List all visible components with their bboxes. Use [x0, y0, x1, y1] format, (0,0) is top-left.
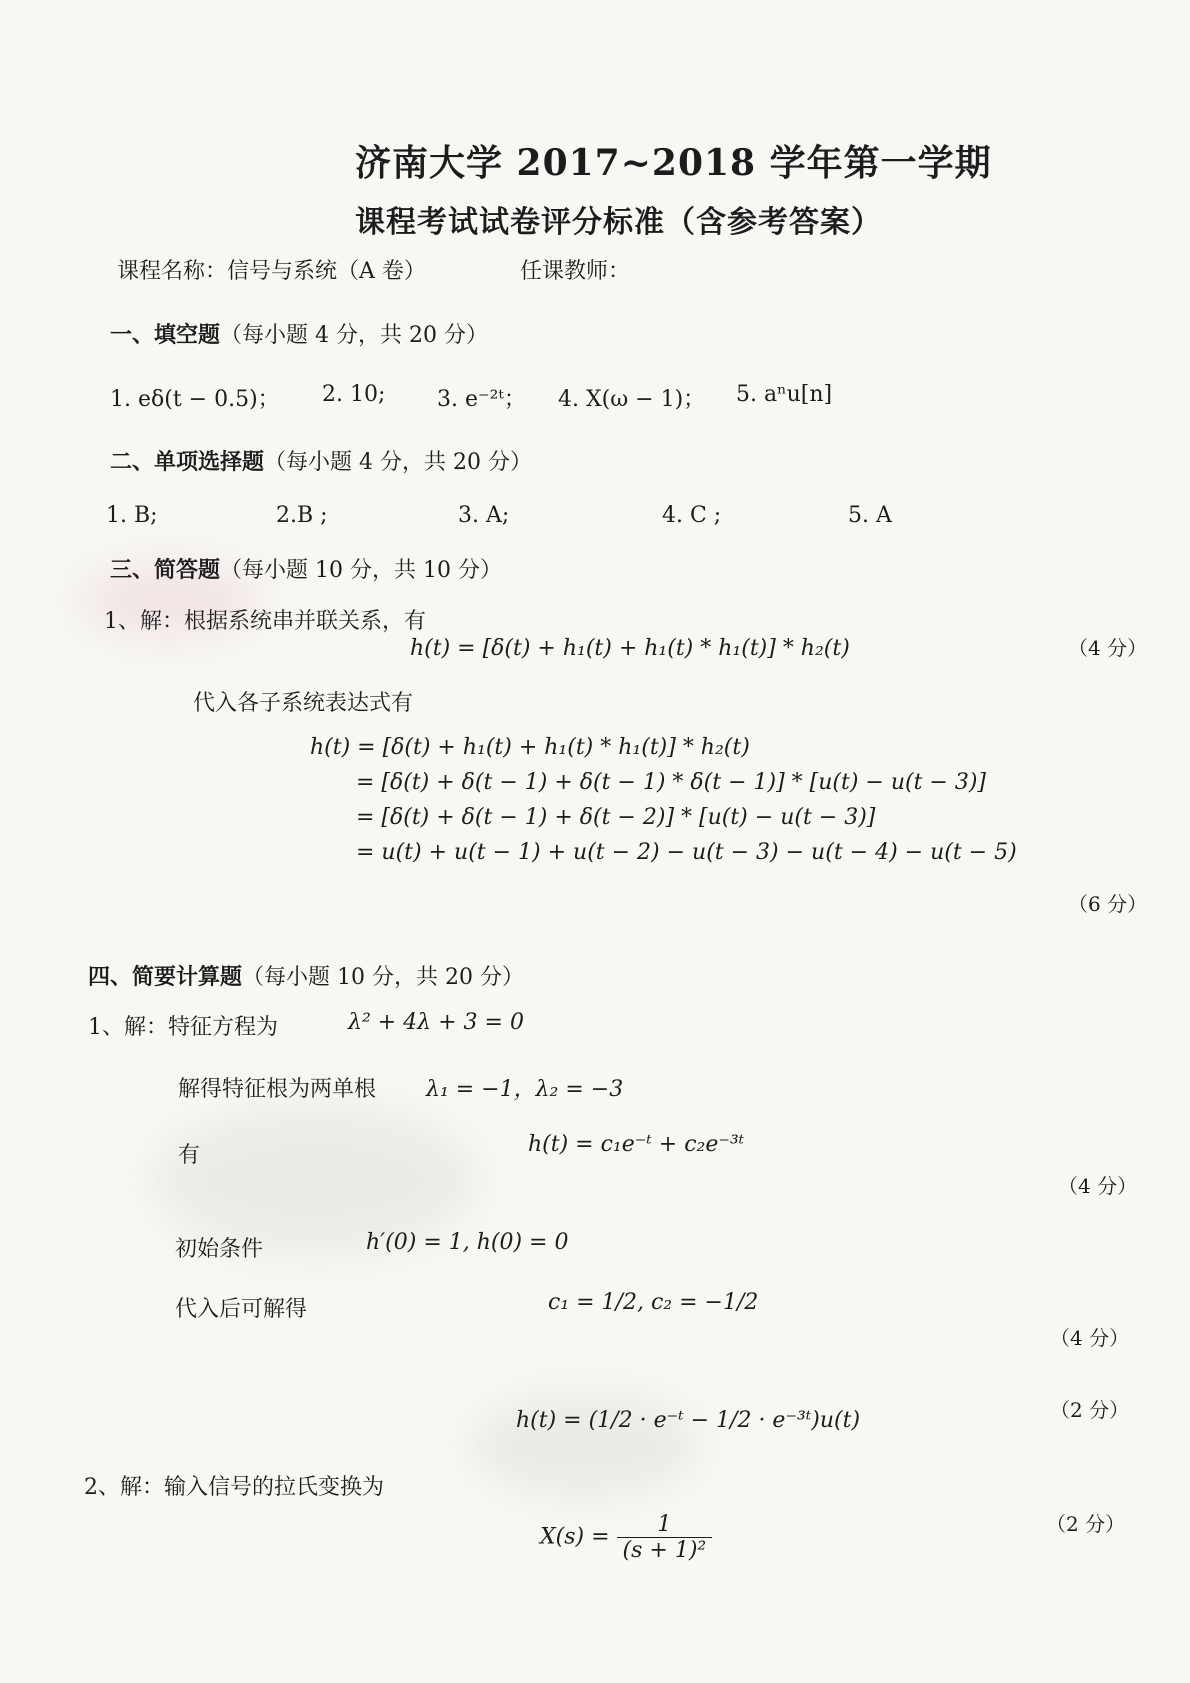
- s3-points-2: （6 分）: [1068, 892, 1148, 916]
- s4-points-a: （4 分）: [1058, 1174, 1138, 1198]
- s4-init-label: 初始条件: [175, 1237, 264, 1262]
- s3-eq-line-4: = u(t) + u(t − 1) + u(t − 2) − u(t − 3) − u(t − 4) − u(t − 5): [356, 840, 1017, 865]
- section1-heading: [110, 318, 488, 349]
- s3-eq-line-1: h(t) = [δ(t) + h₁(t) + h₁(t) * h₁(t)] * h₂(t): [310, 735, 750, 760]
- teacher-label: 任课教师：: [520, 259, 631, 284]
- s3-points-1: （4 分）: [1068, 636, 1148, 660]
- s3-q1-intro: 1、解：根据系统串并联关系，有: [104, 609, 426, 634]
- s3-eq-line-3: = [δ(t) + δ(t − 1) + δ(t − 2)] * [u(t) − u(t − 3)]: [356, 805, 876, 830]
- s4-xs-denominator: (s + 1)²: [622, 1538, 707, 1563]
- s4-roots-text: 解得特征根为两单根: [178, 1077, 377, 1102]
- exam-subtitle: 课程考试试卷评分标准（含参考答案）: [355, 205, 882, 240]
- s2-answer-2: 2.B ;: [276, 503, 328, 528]
- s3-eq1: h(t) = [δ(t) + h₁(t) + h₁(t) * h₁(t)] * h₂(t): [410, 636, 850, 661]
- section4-note: （每小题 10 分，共 20 分）: [242, 965, 524, 990]
- s4-have: 有: [178, 1143, 201, 1168]
- s4-char-eq: λ² + 4λ + 3 = 0: [348, 1010, 524, 1035]
- exam-title: 济南大学 2017~2018 学年第一学期: [355, 142, 992, 184]
- section2-heading: [110, 445, 532, 476]
- s1-answer-1: 1. eδ(t − 0.5)；: [110, 387, 280, 412]
- s4-xs-equation: [540, 1512, 712, 1563]
- s4-q2-intro: 2、解：输入信号的拉氏变换为: [84, 1475, 384, 1500]
- section3-note: （每小题 10 分，共 10 分）: [220, 558, 502, 583]
- s1-answer-5: 5. aⁿu[n]: [736, 382, 833, 407]
- section4-title: 四、简要计算题: [88, 964, 243, 990]
- section2-title: 二、单项选择题: [110, 449, 265, 475]
- s4-xs-lhs: X(s) =: [540, 1524, 610, 1550]
- section3-heading: [110, 553, 502, 584]
- s2-answer-4: 4. C ;: [662, 503, 722, 528]
- section3-title: 三、简答题: [110, 557, 221, 583]
- s1-answer-3: 3. e⁻²ᵗ；: [437, 387, 526, 412]
- section1-title: 一、填空题: [110, 322, 221, 348]
- s4-xs-fraction: [617, 1512, 713, 1563]
- s4-h-general: h(t) = c₁e⁻ᵗ + c₂e⁻³ᵗ: [528, 1132, 745, 1157]
- s4-q1-intro: 1、解：特征方程为: [88, 1015, 278, 1040]
- s4-consts: c₁ = 1/2, c₂ = −1/2: [548, 1290, 759, 1315]
- s4-subst-label: 代入后可解得: [175, 1297, 308, 1322]
- course-name: 课程名称：信号与系统（A 卷）: [117, 259, 426, 284]
- s4-points-c: （2 分）: [1050, 1398, 1130, 1422]
- s3-eq-line-2: = [δ(t) + δ(t − 1) + δ(t − 1) * δ(t − 1)] * [u(t) − u(t − 3)]: [356, 770, 987, 795]
- s2-answer-1: 1. B;: [106, 503, 158, 528]
- s4-xs-numerator: 1: [617, 1512, 713, 1538]
- s1-answer-2: 2. 10;: [322, 382, 386, 407]
- s4-roots: λ₁ = −1，λ₂ = −3: [426, 1077, 624, 1102]
- s4-points-b: （4 分）: [1050, 1326, 1130, 1350]
- scan-stain: [470, 1390, 700, 1500]
- section1-note: （每小题 4 分，共 20 分）: [220, 323, 488, 348]
- s2-answer-3: 3. A;: [458, 503, 510, 528]
- s3-sub-intro: 代入各子系统表达式有: [193, 691, 414, 716]
- section4-heading: [88, 960, 524, 991]
- section2-note: （每小题 4 分，共 20 分）: [264, 450, 532, 475]
- s2-answer-5: 5. A: [848, 503, 892, 528]
- s4-points-d: （2 分）: [1046, 1512, 1126, 1536]
- s4-init-eq: h′(0) = 1, h(0) = 0: [366, 1230, 569, 1255]
- s4-h-final: h(t) = (1/2 · e⁻ᵗ − 1/2 · e⁻³ᵗ)u(t): [516, 1408, 861, 1433]
- s1-answer-4: 4. X(ω − 1)；: [558, 387, 706, 412]
